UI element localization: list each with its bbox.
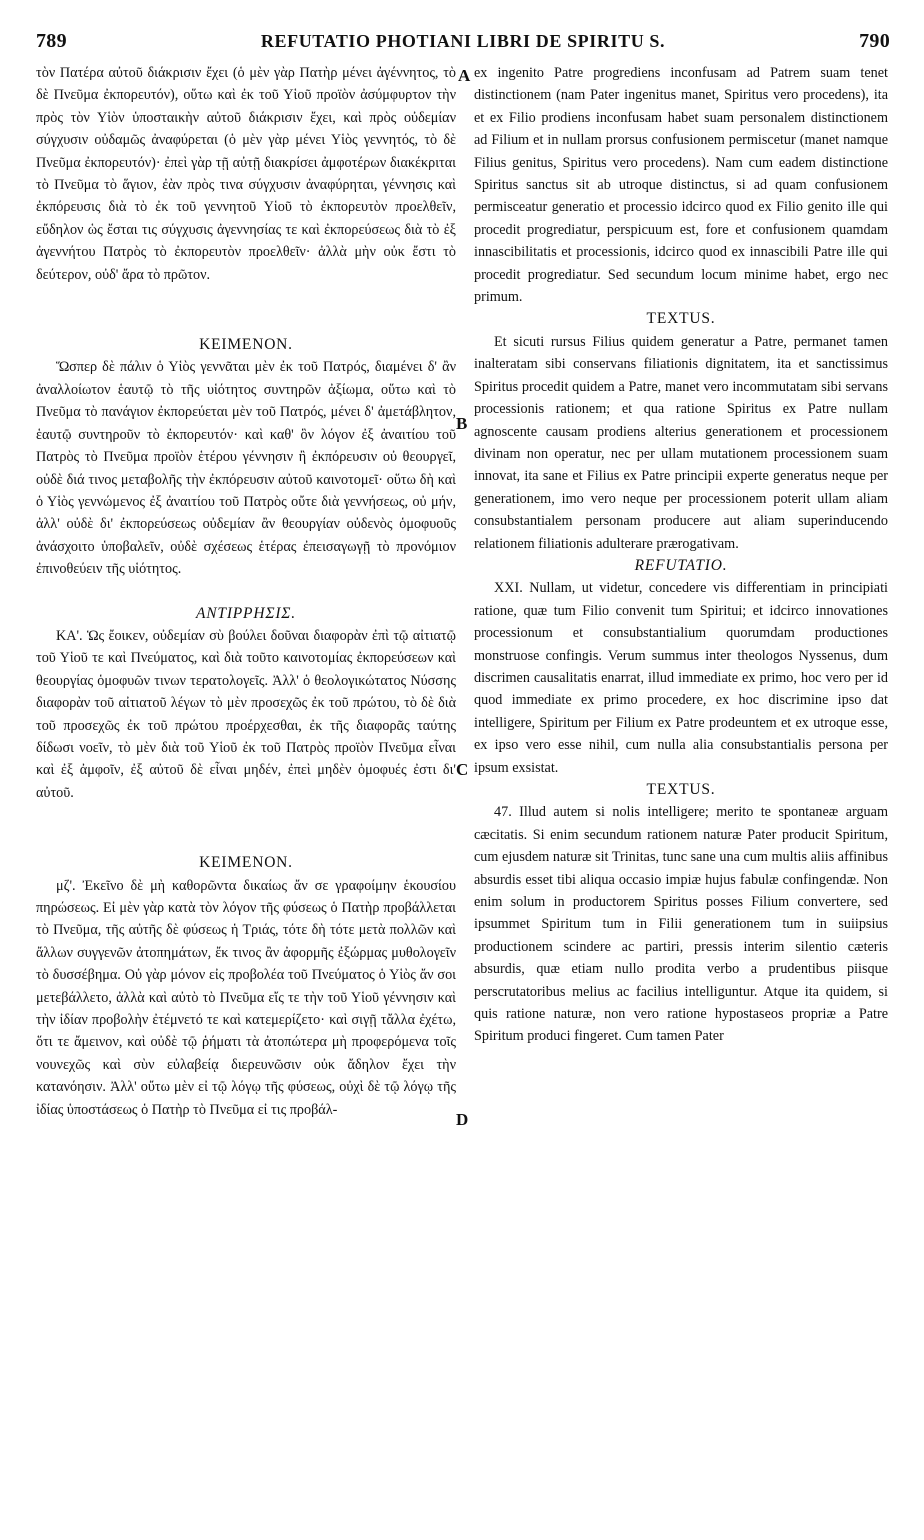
greek-column: [36, 62, 456, 1121]
running-title: REFUTATIO PHOTIANI LIBRI DE SPIRITU S.: [260, 31, 666, 51]
margin-letter-c: C: [456, 760, 469, 779]
greek-paragraph: τὸν Πατέρα αὐτοῦ διάκρισιν ἔχει (ὁ μὲν γὰρ Πατὴρ μένει ἀγέννητος, τὸ δὲ Πνεῦμα ἐκπορευτόν), οὕτω καὶ ἐκ τοῦ Υἱοῦ προϊὸν ἀσύμφυρτον τὴν πρὸς τὸν Υἱὸν ὑποσταικὴν αὐτοῦ διάκρισιν ἔχει, καὶ πρὸς οὐδεμίαν σύγχυσιν οὐδαμῶς ἀναφύρεται (ὁ μὲν γὰρ μένει Υἱὸς γεννητός, τὸ δὲ Πνεῦμα ἐκπορευτόν)· ἐπεὶ γὰρ τῇ αὐτῇ διακρίσει ἀμφοτέρων διακέκριται τὸ Πνεῦμα τὸ ἅγιον, ἐὰν πρὸς τινα σύγχυσιν ἀναφύρηται, γέννησις καὶ ἐκπόρευσις διὰ τὸ ἐκ τοῦ γεννητοῦ Υἱοῦ τὸ ἐκπορευτὸν προελθεῖν, εὔδηλον ὡς ἔσται τις σύγχυσις ἀγεννησίας τε καὶ ἐκπορεύσεως διὰ τὸ ἐξ ἀγεννήτου Πατρὸς τὸ ἐκπορευτὸν προελθεῖν· ἀλλὰ μὴν οὐκ ἔστι τὸ δεύτερον, οὐδ' ἄρα τὸ πρῶτον.: [36, 65, 456, 283]
page-number-right: 790: [859, 30, 890, 52]
section-heading: ΑΝΤΙΡΡΗΣΙΣ.: [196, 604, 296, 622]
section-heading: REFUTATIO.: [634, 556, 728, 574]
latin-column: [474, 62, 888, 1048]
margin-letter-d: D: [456, 1110, 469, 1129]
margin-letter-a: A: [458, 66, 471, 85]
section-heading: ΚΕΙΜΕΝΟΝ.: [199, 336, 293, 354]
page-number-left: 789: [36, 30, 67, 52]
latin-paragraph: ex ingenito Patre progrediens inconfusam ad Patrem suam tenet distinctionem (nam Pater ingenitus manet, Spiritus vero procedens), ita et ex Filio prodiens inconfusam habet suam personalem distinctionem ad Filium et in nullam prorsus confusionem permiscetur (manet namque Filius genitus, Spiritus vero procedens). Nam cum eadem distinctione Spiritus sanctus sit ab utroque distinctus, si ad quam confusionem permisceatur generatio et processio idcirco quod ex Filio genito ille qui procedit progrediatur, perspicuum est, fore et confusionem quamdam innascibilitatis et processionis, idcirco quod ex innascibili Patre ille qui procedit progrediatur. Sed secundum locum minime habet, ergo nec primum.: [474, 65, 888, 306]
latin-paragraph: Et sicuti rursus Filius quidem generatur a Patre, permanet tamen inalteratam sibi conservans filiationis dignitatem, ita et sanctissimus Spiritus procedit quidem a Patre, manet vero incommutatam sibi servans processionis rationem; et qua ratione Spiritus ex Patre nullam agnoscente causam prodiens alterius generationem et processionem divinam non operatur, nec per ullam mutationem processionem suam innovat, ita sane et Filius ex Patre principii experte generatus neque per generationem, imo vero neque per processionem poterit ullam aliam consubstantialem personam producere aut aliam superinducendo relationem filiationis adulterare prærogativam.: [474, 333, 888, 552]
greek-paragraph: ΚΑ'. Ὡς ἔοικεν, οὐδεμίαν σὺ βούλει δοῦναι διαφορὰν ἐπὶ τῷ αἰτιατῷ τοῦ Υἱοῦ τε καὶ Πνεύματος, καὶ διὰ τοῦτο καινοτομίας ἐκπορεύσεων καὶ θεουργίας ὁμοφυῶν τινων τερατολογεῖς. Ἀλλ' ὁ θεολογικώτατος Νύσσης διαφορὰν τοῦ αἰτιατοῦ λέγων τὸ μὲν προσεχῶς ἐκ τοῦ πρώτου, τὸ δὲ διὰ τοῦ προσεχῶς ἐκ τοῦ πρώτου προέρχεσθαι, ἐκ τῆς διαφορᾶς ταύτης δίδωσι νοεῖν, τὸ μὲν διὰ τοῦ Υἱοῦ ἐκ τοῦ Πατρὸς προϊὸν Πνεῦμα εἶναι καὶ ἐξ ἀμφοῖν, ἐξ αὐτοῦ δὲ εἶναι μηδέν, ἐπεὶ μηδὲν ὁμοφυές ἐστι δι' αὐτοῦ.: [36, 627, 456, 801]
latin-paragraph: XXI. Nullam, ut videtur, concedere vis differentiam in principiati ratione, quæ tum Filio convenit tum Spiritui; et idcirco innovationes processionum et consubstantialium quorumdam productiones monstruose confingis. Verum summus inter theologos Nyssenus, dum discrimen causalitatis enarrat, illud immediate ex primo, hoc vero per id quod immediate ex primo procedere, ex hoc discrimine ipso dat intelligere, Spiritum per Filium ex Patre prodeuntem et ex utroque esse, ex ipso vero esse nihil, cum nulla alia consubstantialis persona per ipsum exsistat.: [474, 580, 888, 776]
greek-paragraph: μζ'. Ἐκεῖνο δὲ μὴ καθορῶντα δικαίως ἄν σε γραφοίμην ἑκουσίου πηρώσεως. Εἰ μὲν γὰρ κατὰ τὸν λόγον τῆς φύσεως ὁ Πατὴρ προβάλλεται τὸ Πνεῦμα, τῆς αὐτῆς δὲ φύσεως ἡ Τριάς, τότε δὴ τότε μετὰ πολλῶν καὶ ἄλλων συγγενῶν ἀτοπημάτων, ἔκ τινος ἂν ἀφορμῆς ἐξώρμας μυθολογεῖν τὸ δυσσέβημα. Οὐ γὰρ μόνον εἰς προβολέα τοῦ Πνεύματος ὁ Υἱὸς ἄν σοι μετεβάλλετο, ἀλλὰ καὶ αὐτὸ τὸ Πνεῦμα εἴς τε τὴν τοῦ Υἱοῦ γέννησιν καὶ τὴν ἰδίαν προβολὴν ἐτέμνετό τε καὶ κατεμερίζετο· καὶ σιγῇ τἄλλα ἐχέτω, ὅτι τε ἄμεινον, καὶ οὐδὲ τῷ ῥήματι τὰ ἀτοπώτερα μὴ προφερόμενα τοῖς νουνεχῶς καὶ σὺν εὐλαβείᾳ διερευνῶσιν οὐκ ἄδηλον ἔχει τὴν κατανόησιν. Ἀλλ' οὔτω μὲν εἰ τῷ λόγῳ τῆς φύσεως, οὐχὶ δὲ τῷ λόγῳ τῆς ἰδίας ὑποστάσεως ὁ Πατὴρ τὸ Πνεῦμα εἰ τις προβάλ-: [36, 877, 456, 1118]
latin-paragraph: 47. Illud autem si nolis intelligere; merito te spontaneæ arguam cæcitatis. Si enim secundum rationem naturæ Pater producit Spiritum, cum ejusdem naturæ sit Trinitas, tunc sane una cum multis aliis affinibus absurdis esset tibi aliqua occasio impiæ hujus fabulæ confingendæ. Non enim solum in productorem Spiritus posses Filium convertere, sed ipsummet Spiritum tum in Filii generationem tum in suiipsius productionem scindere ac partiri, pressis interim silentio cæteris absurdis, quæ etiam nullo prodita verbo a prudentibus piisque perscrutatoribus melius ac facilius intelliguntur. Atque ita quidem, si quis ratione naturæ, non vero ratione hypostaseos propriæ a Patre Spiritum produci fingeret. Cum tamen Pater: [474, 804, 888, 1045]
margin-letter-b: B: [456, 414, 468, 433]
greek-paragraph: Ὥσπερ δὲ πάλιν ὁ Υἱὸς γεννᾶται μὲν ἐκ τοῦ Πατρός, διαμένει δ' ἂν ἀναλλοίωτον ἑαυτῷ τὸ τῆς υἱότητος συντηρῶν ἀξίωμα, οὕτω καὶ τὸ Πνεῦμα τὸ πανάγιον ἐκπορεύεται μὲν τοῦ Πατρός, μένει δ' ἀμετάβλητον, ἑαυτῷ συντηροῦν τὸ ἐκπορευτόν· καὶ καθ' ὃν λόγον ἐξ ἀναιτίου τοῦ Πατρὸς τὸ Πνεῦμα προϊὸν ἑτέρου γέννησιν ἢ ἐκπόρευσιν οὐ θεουργεῖ, οὐδὲ διά τινος μεταβολῆς τὴν ἐκπόρευσιν αὐτοῦ καινοτομεῖ· οὕτω δὴ καὶ ὁ Υἱὸς γεννώμενος ἐξ ἀναιτίου τοῦ Πατρὸς οὔτε διὰ γεννήσεως, οὐ μήν, ἀλλ' οὐδὲ δι' ἐκπορεύσεως οὐδεμίαν ἂν θεουργίαν οὐδενὸς ὁμοφυοῦς ἀνάσχοιτο ὑποβαλεῖν, οὐδὲ σχέσεως ἑτέρας ἐπεισαγωγῇ τὸ προνόμιον ἐπινοθεύειν τῆς υἱότητος.: [36, 359, 456, 578]
section-heading: TEXTUS.: [646, 310, 716, 328]
section-heading: TEXTUS.: [646, 781, 716, 798]
running-header: [36, 30, 890, 62]
section-heading: ΚΕΙΜΕΝΟΝ.: [199, 854, 293, 872]
